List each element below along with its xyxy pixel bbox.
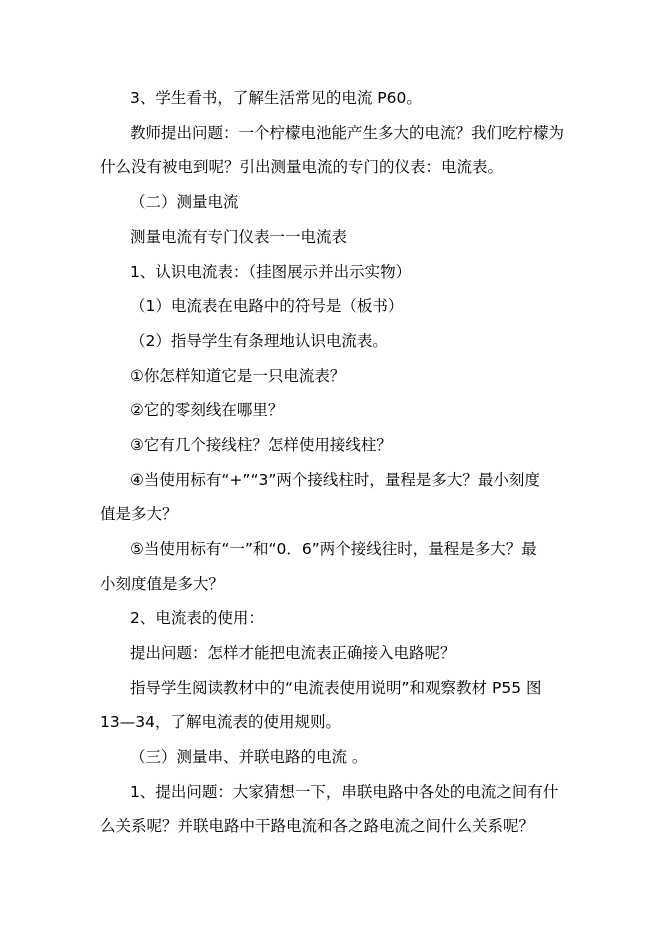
paragraph-line: 指导学生阅读教材中的“电流表使用说明”和观察教材 P55 图 bbox=[130, 679, 542, 697]
paragraph-line: 测量电流有专门仪表一一电流表 bbox=[130, 228, 348, 246]
paragraph-line: ④当使用标有“+”“3”两个接线柱时，量程是多大？最小刻度 bbox=[130, 471, 540, 489]
paragraph-line: ②它的零刻线在哪里？ bbox=[130, 401, 284, 419]
section-heading: （三）测量串、并联电路的电流 。 bbox=[130, 748, 368, 766]
paragraph-line: 1、认识电流表：（挂图展示并出示实物） bbox=[130, 263, 412, 281]
paragraph-line: ①你怎样知道它是一只电流表？ bbox=[130, 367, 346, 385]
paragraph-line: 2、电流表的使用： bbox=[130, 609, 264, 627]
section-heading: （二）测量电流 bbox=[130, 193, 239, 211]
paragraph-line: 13—34，了解电流表的使用规则。 bbox=[100, 713, 341, 731]
paragraph-line: ⑤当使用标有“一”和“0．6”两个接线往时，量程是多大？最 bbox=[130, 540, 537, 558]
paragraph-line: 1、提出问题：大家猜想一下，串联电路中各处的电流之间有什 bbox=[130, 783, 559, 801]
paragraph-line: 值是多大？ bbox=[100, 505, 178, 523]
paragraph-line: 3、学生看书，了解生活常见的电流 P60。 bbox=[130, 89, 422, 107]
paragraph-line: 么关系呢？并联电路中干路电流和各之路电流之间什么关系呢？ bbox=[100, 817, 535, 835]
paragraph-line: 小刻度值是多大？ bbox=[100, 575, 225, 593]
paragraph-line: 提出问题：怎样才能把电流表正确接入电路呢？ bbox=[130, 644, 456, 662]
paragraph-line: 教师提出问题：一个柠檬电池能产生多大的电流？我们吃柠檬为 bbox=[130, 124, 565, 142]
paragraph-line: （2）指导学生有条理地认识电流表。 bbox=[130, 332, 388, 350]
paragraph-line: （1）电流表在电路中的符号是（板书） bbox=[130, 297, 404, 315]
paragraph-line: 什么没有被电到呢？引出测量电流的专门的仪表：电流表。 bbox=[100, 158, 504, 176]
paragraph-line: ③它有几个接线柱？怎样使用接线柱？ bbox=[130, 436, 392, 454]
